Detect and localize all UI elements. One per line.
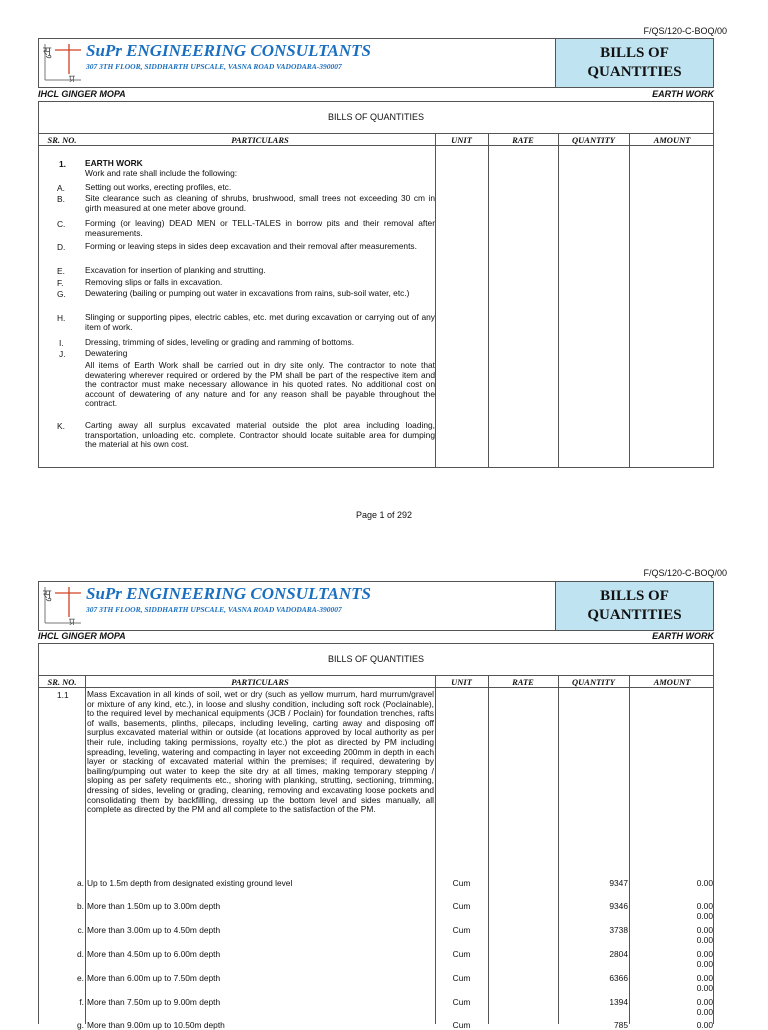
sub-item-amount: 0.00 <box>696 973 713 983</box>
sub-item-amount: 0.00 <box>696 925 713 935</box>
clause-sr: G. <box>57 289 66 299</box>
letterhead <box>38 581 714 631</box>
sub-item-unit: Cum <box>452 1020 471 1030</box>
sub-item-unit: Cum <box>452 878 471 888</box>
table-title: BILLS OF QUANTITIES <box>39 102 713 134</box>
col-quantity: QUANTITY <box>572 135 615 145</box>
clause-sr: C. <box>57 219 66 229</box>
sub-item-quantity: 9346 <box>609 901 628 911</box>
clause-text: Dewatering (bailing or pumping out water in excavations from rains, sub-soil water, etc.) <box>85 288 410 298</box>
letterhead <box>38 38 714 88</box>
svg-text:सु: सु <box>43 44 52 58</box>
clause-text: Forming or leaving steps in sides deep excavation and their removal after measurements. <box>85 241 417 251</box>
boq-box-line1: BILLS OF <box>600 587 669 604</box>
sub-item-amount: 0.00 <box>696 949 713 959</box>
col-sr-no: SR. NO. <box>47 135 77 145</box>
svg-text:सु: सु <box>43 587 52 601</box>
project-name: IHCL GINGER MOPA <box>38 89 126 99</box>
clause-sr: B. <box>57 194 65 204</box>
item-number: 1. <box>59 159 66 169</box>
item-title: EARTH WORK <box>85 158 143 168</box>
company-logo <box>43 42 83 84</box>
sub-item-text: Up to 1.5m depth from designated existing ground level <box>87 878 293 888</box>
col-unit: UNIT <box>451 135 472 145</box>
sub-item-sr: e. <box>77 973 84 983</box>
clause-text: Removing slips or falls in excavation. <box>85 277 223 287</box>
company-name: SuPr ENGINEERING CONSULTANTS <box>86 584 371 603</box>
sub-item-unit: Cum <box>452 949 471 959</box>
sub-item-unit: Cum <box>452 901 471 911</box>
sub-item-sr: b. <box>77 901 84 911</box>
sub-item-amount: 0.00 <box>696 959 713 969</box>
clause-sr: K. <box>57 421 65 431</box>
clause-text: Dewatering <box>85 348 128 358</box>
sub-item-text: More than 6.00m up to 7.50m depth <box>87 973 221 983</box>
svg-text:प्र: प्र <box>69 74 75 85</box>
item-number: 1.1 <box>57 690 69 700</box>
sub-item-quantity: 3738 <box>609 925 628 935</box>
clause-text: All items of Earth Work shall be carried out in dry site only. The contractor to note that dewatering wherever required or ordered by the PM shall be part of the respective item and the contractor must make necessary allowance in his quoted rates. No additional cost on account of dewatering of any nature and for any reason shall be payable throughout the contract. <box>85 360 435 409</box>
boq-title-box <box>555 39 713 87</box>
divider <box>488 134 489 467</box>
column-header-row <box>39 134 713 146</box>
sub-item-amount: 0.00 <box>696 911 713 921</box>
clause-sr: E. <box>57 266 65 276</box>
clause-sr: H. <box>57 313 66 323</box>
col-rate: RATE <box>512 135 534 145</box>
divider <box>488 676 489 1024</box>
sub-item-sr: f. <box>79 997 84 1007</box>
col-sr-no: SR. NO. <box>47 677 77 687</box>
sub-item-quantity: 9347 <box>609 878 628 888</box>
col-amount: AMOUNT <box>653 677 691 687</box>
company-logo <box>43 585 83 627</box>
document-code: F/QS/120-C-BOQ/00 <box>643 26 727 36</box>
svg-text:प्र: प्र <box>69 617 75 628</box>
clause-sr: A. <box>57 183 65 193</box>
boq-box-line2: QUANTITIES <box>587 607 682 623</box>
sub-item-unit: Cum <box>452 973 471 983</box>
company-address: 307 3TH FLOOR, SIDDHARTH UPSCALE, VASNA ROAD VADODARA-390007 <box>86 62 342 71</box>
sub-item-amount: 0.00 <box>696 997 713 1007</box>
col-particulars: PARTICULARS <box>231 677 289 687</box>
clause-text: Site clearance such as cleaning of shrubs, brushwood, small trees not exceeding 30 cm in girth measured at one meter above ground. <box>85 193 435 213</box>
item-intro: Work and rate shall include the following: <box>85 168 238 178</box>
divider <box>629 676 630 1024</box>
sub-item-amount: 0.00 <box>696 878 713 888</box>
company-name: SuPr ENGINEERING CONSULTANTS <box>86 41 371 60</box>
sub-item-quantity: 2804 <box>609 949 628 959</box>
clause-text: Slinging or supporting pipes, electric cables, etc. met during excavation or carrying out of any item of work. <box>85 312 435 332</box>
sub-item-text: More than 4.50m up to 6.00m depth <box>87 949 221 959</box>
col-quantity: QUANTITY <box>572 677 615 687</box>
sub-item-sr: d. <box>77 949 84 959</box>
col-rate: RATE <box>512 677 534 687</box>
page-2 <box>0 543 768 1030</box>
project-row <box>38 89 714 101</box>
project-name: IHCL GINGER MOPA <box>38 631 126 641</box>
sub-item-amount: 0.00 <box>696 1007 713 1017</box>
item-description: Mass Excavation in all kinds of soil, wet or dry (such as yellow murrum, hard murrum/gravel or mixture of any kind, etc.), in loose and slushy condition, including soft rock (Poclainable), to the required level by mechanical equipments (JCB / Poclain) for foundation trenches, rafts of walls, basements, plinths, pilecaps, including leveling, carting away and disposing off surplus excavated material within or outside (at locations approved by local authority as per their rule, including taking permissions, royalty etc.) the plot as directed by PM including spreading, leveling, watering and compacting in layer not exceeding 200mm in depth in each layer or stacking of excavated material within the premises; if required, dewatering by bailing/pumping out water to keep the site dry at all times, making temporary stepping / sloping as per safety requiments etc., shoring with planking, strutting, sectioning, trimming, dressing of sides, leveling or grading, cleaning, removing and excavating loose pockets and consolidating them by backfilling, dressing up the bottom level and sides manually, all complete as directed by the PM and all complete to the satisfaction of the PM. <box>87 689 434 815</box>
document-code: F/QS/120-C-BOQ/00 <box>643 568 727 578</box>
sub-item-unit: Cum <box>452 997 471 1007</box>
clause-text: Forming (or leaving) DEAD MEN or TELL-TALES in borrow pits and their removal after measurements. <box>85 218 435 238</box>
sub-item-sr: c. <box>77 925 84 935</box>
sub-item-amount: 0.00 <box>696 1020 713 1030</box>
divider <box>558 134 559 467</box>
divider <box>629 134 630 467</box>
sub-item-text: More than 9.00m up to 10.50m depth <box>87 1020 225 1030</box>
sub-item-quantity: 6366 <box>609 973 628 983</box>
divider <box>558 676 559 1024</box>
sub-item-sr: g. <box>77 1020 84 1030</box>
sub-item-text: More than 1.50m up to 3.00m depth <box>87 901 221 911</box>
sub-item-text: More than 7.50m up to 9.00m depth <box>87 997 221 1007</box>
col-amount: AMOUNT <box>653 135 691 145</box>
clause-text: Excavation for insertion of planking and strutting. <box>85 265 266 275</box>
sub-item-amount: 0.00 <box>696 901 713 911</box>
divider <box>435 134 436 467</box>
clause-text: Setting out works, erecting profiles, etc. <box>85 182 232 192</box>
column-header-row <box>39 676 713 688</box>
boq-table <box>38 101 714 468</box>
boq-box-line2: QUANTITIES <box>587 64 682 80</box>
table-title: BILLS OF QUANTITIES <box>39 644 713 676</box>
col-particulars: PARTICULARS <box>231 135 289 145</box>
sub-item-sr: a. <box>77 878 84 888</box>
section-name: EARTH WORK <box>652 631 714 641</box>
clause-sr: J. <box>59 349 66 359</box>
company-address: 307 3TH FLOOR, SIDDHARTH UPSCALE, VASNA ROAD VADODARA-390007 <box>86 605 342 614</box>
section-name: EARTH WORK <box>652 89 714 99</box>
clause-text: Dressing, trimming of sides, leveling or grading and ramming of bottoms. <box>85 337 355 347</box>
clause-sr: D. <box>57 242 66 252</box>
clause-sr: I. <box>59 338 64 348</box>
sub-item-unit: Cum <box>452 925 471 935</box>
boq-table <box>38 643 714 1030</box>
page-footer: Page 1 of 292 <box>355 510 413 520</box>
project-row <box>38 631 714 643</box>
clause-sr: F. <box>57 278 64 288</box>
sub-item-quantity: 1394 <box>609 997 628 1007</box>
divider <box>435 676 436 1024</box>
sub-item-amount: 0.00 <box>696 935 713 945</box>
boq-title-box <box>555 582 713 630</box>
sub-item-amount: 0.00 <box>696 983 713 993</box>
clause-text: Carting away all surplus excavated material outside the plot area including loading, transportation, unloading etc. complete. Contractor should locate suitable area for dumping the material at his own cost. <box>85 420 435 450</box>
col-unit: UNIT <box>451 677 472 687</box>
divider <box>85 676 86 1024</box>
boq-box-line1: BILLS OF <box>600 44 669 61</box>
sub-item-text: More than 3.00m up to 4.50m depth <box>87 925 221 935</box>
sub-item-quantity: 785 <box>614 1020 628 1030</box>
